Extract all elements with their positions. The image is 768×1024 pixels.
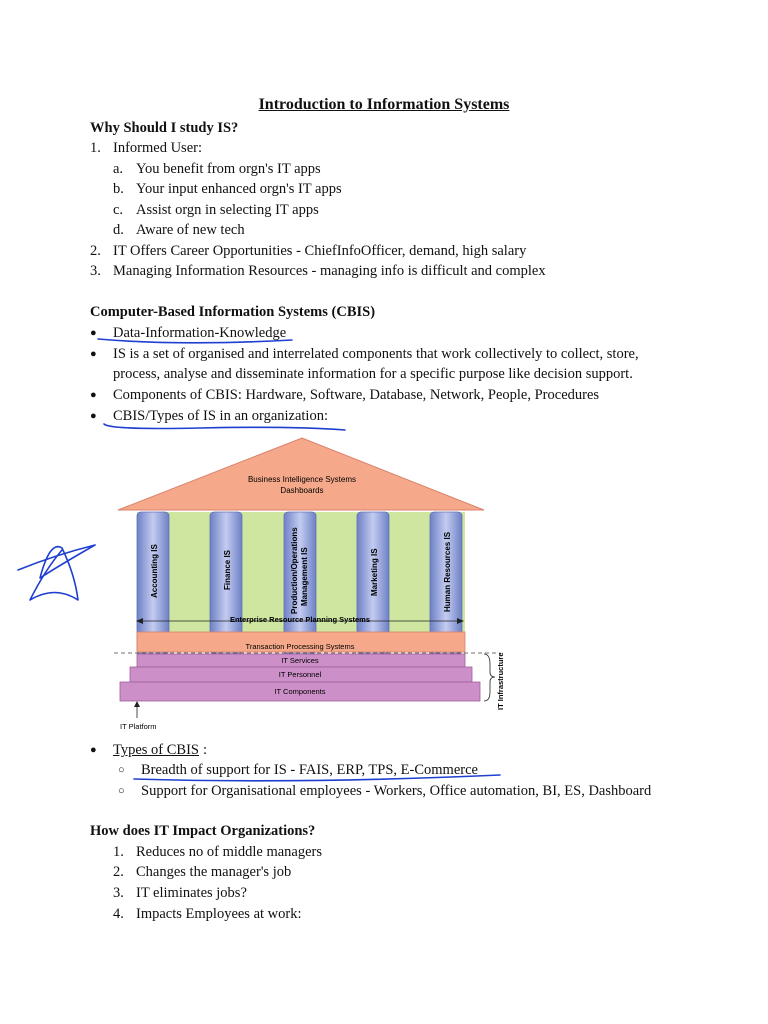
roof-bi-systems (118, 438, 484, 510)
list-text: Assist orgn in selecting IT apps (136, 202, 319, 218)
bullet-text-components: Components of CBIS: Hardware, Software, Database, Network, People, Procedures (113, 387, 600, 403)
list-text: Aware of new tech (136, 222, 245, 238)
list-number: 4. (113, 906, 124, 922)
section-heading-why-study: Why Should I study IS? (90, 120, 239, 136)
list-letter: d. (113, 222, 124, 238)
list-text: IT eliminates jobs? (136, 885, 247, 901)
star-doodle (18, 545, 95, 600)
bullet-text-types: CBIS/Types of IS in an organization: (113, 408, 328, 424)
circle-bullet-icon: ○ (118, 785, 125, 797)
infra-brace (484, 654, 495, 701)
bullet-icon: ● (90, 410, 97, 422)
pillar-label: Accounting IS (150, 544, 159, 598)
pillar-label: Marketing IS (370, 548, 379, 596)
sub-bullet-text: Support for Organisational employees - Workers, Office automation, BI, ES, Dashboard (141, 783, 652, 799)
list-letter: b. (113, 181, 124, 197)
bullet-text-dik: Data-Information-Knowledge (113, 325, 287, 341)
cbis-diagram (112, 432, 512, 732)
list-text: Changes the manager's job (136, 864, 292, 880)
bullet-text-is-definition-cont: process, analyse and disseminate information for a specific purpose like decision support. (113, 366, 633, 382)
list-text: Informed User: (113, 140, 202, 156)
list-letter: c. (113, 202, 124, 218)
list-number: 3. (113, 885, 124, 901)
pillar-label: Finance IS (223, 549, 232, 590)
erp-label: Enterprise Resource Planning Systems (229, 615, 371, 624)
bullet-colon: : (203, 742, 208, 758)
list-text: Your input enhanced orgn's IT apps (136, 181, 342, 197)
list-text: IT Offers Career Opportunities - ChiefInfoOfficer, demand, high salary (113, 243, 527, 259)
pillar-label: Human Resources IS (443, 531, 452, 612)
list-text: Reduces no of middle managers (136, 844, 323, 860)
bullet-text-types-cbis: Types of CBIS (113, 742, 199, 758)
sub-bullet-text: Breadth of support for IS - FAIS, ERP, TPS, E-Commerce (141, 762, 478, 778)
pillar-label: Management IS (300, 547, 309, 606)
list-text: Impacts Employees at work: (136, 906, 302, 922)
list-text: Managing Information Resources - managing info is difficult and complex (113, 263, 546, 279)
page-title: Introduction to Information Systems (258, 96, 510, 113)
infra-label: IT Infrastructure (496, 652, 505, 710)
list-number: 2. (90, 243, 101, 259)
bullet-icon: ● (90, 744, 97, 756)
list-number: 2. (113, 864, 124, 880)
bullet-text-is-definition: IS is a set of organised and interrelated components that work collectively to collect, store, (113, 346, 639, 362)
section-heading-impact: How does IT Impact Organizations? (90, 823, 316, 839)
section-heading-cbis: Computer-Based Information Systems (CBIS) (90, 304, 376, 320)
circle-bullet-icon: ○ (118, 764, 125, 776)
list-letter: a. (113, 161, 124, 177)
underline-stroke (104, 424, 345, 430)
list-number: 1. (113, 844, 124, 860)
tps-label: Transaction Processing Systems (245, 642, 355, 651)
bullet-icon: ● (90, 348, 97, 360)
bullet-icon: ● (90, 389, 97, 401)
pillar-label: Production/Operations (290, 527, 299, 614)
list-number: 1. (90, 140, 101, 156)
roof-label: Business Intelligence Systems (247, 475, 357, 484)
platform-label: IT Platform (120, 722, 157, 731)
list-number: 3. (90, 263, 101, 279)
it-components-label: IT Components (274, 687, 326, 696)
it-personnel-label: IT Personnel (278, 670, 322, 679)
list-text: You benefit from orgn's IT apps (136, 161, 321, 177)
it-services-label: IT Services (281, 656, 319, 665)
roof-label: Dashboards (280, 486, 324, 495)
bullet-icon: ● (90, 327, 97, 339)
underline-stroke (98, 339, 292, 343)
platform-arrow-head (134, 701, 140, 707)
